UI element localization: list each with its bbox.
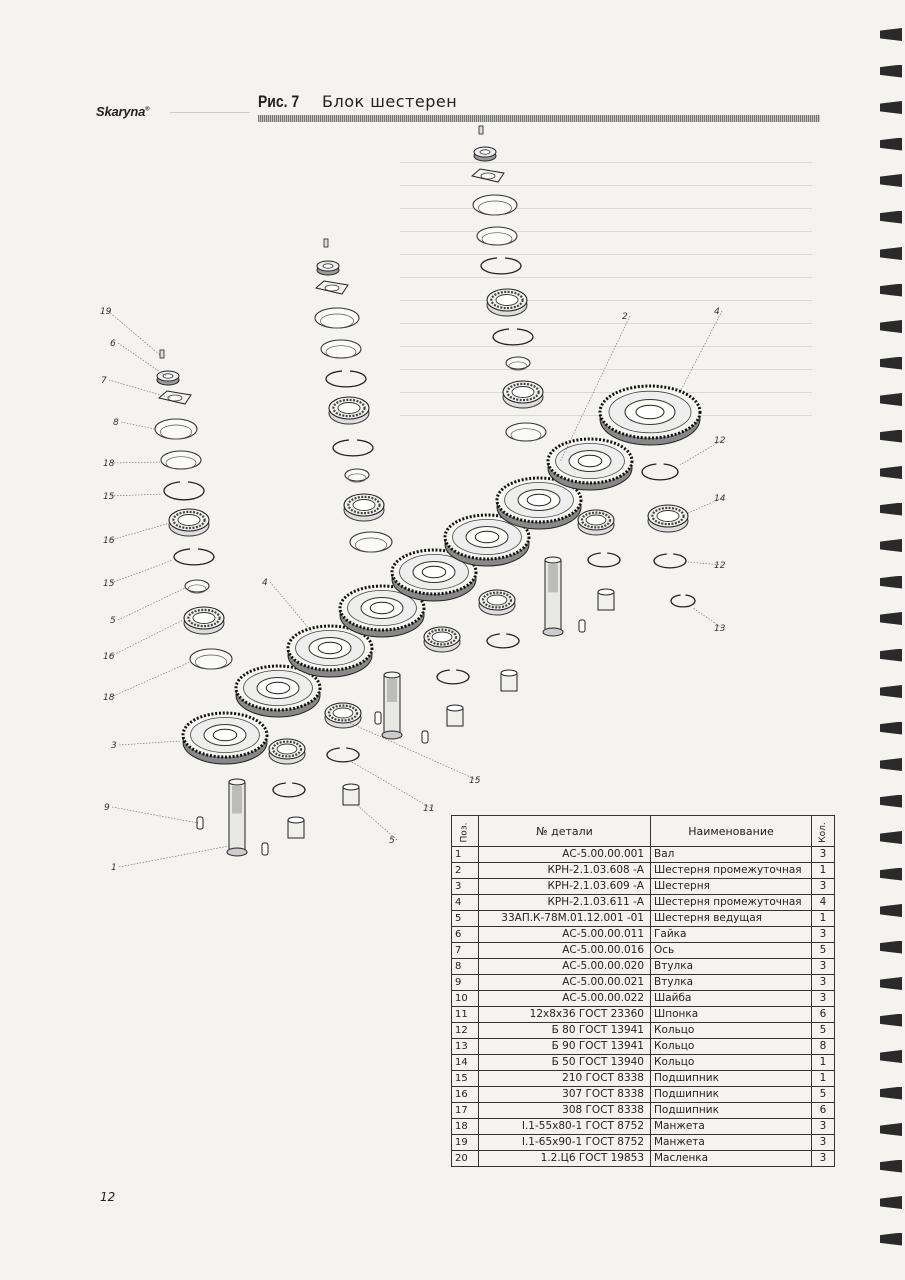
callout-label: 3 xyxy=(111,741,117,751)
diagram-parts xyxy=(155,126,700,856)
table-cell-part: 307 ГОСТ 8338 xyxy=(479,1087,651,1103)
table-cell-name: Шестерня xyxy=(651,879,812,895)
leader-line xyxy=(352,762,431,808)
table-row xyxy=(452,1007,835,1023)
callout-label: 9 xyxy=(104,803,110,813)
gear-bore xyxy=(266,682,290,693)
gear-bore xyxy=(318,642,342,653)
table-row xyxy=(452,991,835,1007)
shaft-collar xyxy=(382,731,402,739)
table-cell-pos: 19 xyxy=(452,1135,479,1151)
gear-bore xyxy=(475,531,499,542)
table-cell-name: Подшипник xyxy=(651,1103,812,1119)
leader-line xyxy=(119,741,180,745)
ring xyxy=(161,451,201,469)
table-cell-qty: 1 xyxy=(812,863,835,879)
callout-label: 5 xyxy=(110,616,116,626)
table-cell-qty: 3 xyxy=(812,927,835,943)
callout-label: 7 xyxy=(101,376,107,386)
key xyxy=(262,843,268,855)
table-cell-qty: 3 xyxy=(812,879,835,895)
column-header-qty: Кол. xyxy=(812,816,835,847)
table-cell-qty: 5 xyxy=(812,1087,835,1103)
table-cell-part: 308 ГОСТ 8338 xyxy=(479,1103,651,1119)
key xyxy=(375,712,381,724)
binding-tab xyxy=(880,904,902,917)
nut-bore xyxy=(480,150,490,154)
table-row xyxy=(452,927,835,943)
nut-bore xyxy=(323,264,333,268)
table-cell-name: Шестерня промежуточная xyxy=(651,895,812,911)
table-cell-part: 210 ГОСТ 8338 xyxy=(479,1071,651,1087)
table-row xyxy=(452,895,835,911)
leader-line xyxy=(118,588,185,620)
table-cell-qty: 3 xyxy=(812,1151,835,1167)
table-cell-pos: 17 xyxy=(452,1103,479,1119)
table-cell-pos: 2 xyxy=(452,863,479,879)
binding-tab xyxy=(880,795,902,808)
binding-tab xyxy=(880,247,902,260)
table-cell-part: АС-5.00.00.021 xyxy=(479,975,651,991)
table-cell-name: Кольцо xyxy=(651,1023,812,1039)
leader-line xyxy=(111,620,183,656)
leader-line xyxy=(112,807,198,823)
table-cell-part: АС-5.00.00.016 xyxy=(479,943,651,959)
snap-ring xyxy=(327,748,359,762)
table-cell-part: I.1-55х80-1 ГОСТ 8752 xyxy=(479,1119,651,1135)
table-row xyxy=(452,1119,835,1135)
gear-bore xyxy=(370,602,394,613)
table-row xyxy=(452,975,835,991)
table-cell-part: АС-5.00.00.011 xyxy=(479,927,651,943)
binding-tab xyxy=(880,868,902,881)
bearing-bore xyxy=(333,708,353,718)
table-cell-name: Кольцо xyxy=(651,1039,812,1055)
table-cell-part: 1.2.Ц6 ГОСТ 19853 xyxy=(479,1151,651,1167)
table-row xyxy=(452,1151,835,1167)
table-cell-pos: 7 xyxy=(452,943,479,959)
table-cell-qty: 3 xyxy=(812,1135,835,1151)
callout-label: 16 xyxy=(103,536,115,546)
table-cell-part: Б 50 ГОСТ 13940 xyxy=(479,1055,651,1071)
binding-tab xyxy=(880,1014,902,1027)
table-cell-name: Подшипник xyxy=(651,1087,812,1103)
shaft-end xyxy=(229,779,245,785)
gear-bore xyxy=(422,566,446,577)
table-row xyxy=(452,1023,835,1039)
table-cell-qty: 3 xyxy=(812,975,835,991)
callout-label: 2 xyxy=(622,312,628,322)
snap-ring xyxy=(333,440,373,456)
table-cell-name: Кольцо xyxy=(651,1055,812,1071)
binding-tab xyxy=(880,211,902,224)
callout-label: 15 xyxy=(103,579,115,589)
page-number: 12 xyxy=(100,1190,116,1204)
table-row xyxy=(452,847,835,863)
table-cell-qty: 1 xyxy=(812,911,835,927)
binding-tab xyxy=(880,393,902,406)
snap-ring xyxy=(493,329,533,345)
binding-tab xyxy=(880,138,902,151)
table-row xyxy=(452,1087,835,1103)
bearing-bore xyxy=(586,515,606,525)
leader-line xyxy=(121,422,155,429)
nut-bore xyxy=(163,374,173,378)
shaft-collar xyxy=(543,628,563,636)
ring xyxy=(477,227,517,245)
table-cell-name: Шестерня промежуточная xyxy=(651,863,812,879)
shaft-collar xyxy=(227,848,247,856)
table-cell-part: АС-5.00.00.022 xyxy=(479,991,651,1007)
table-row xyxy=(452,1103,835,1119)
binding-tab xyxy=(880,1160,902,1173)
callout-label: 11 xyxy=(423,804,435,814)
bearing-bore xyxy=(512,387,534,398)
bearing-bore xyxy=(277,744,297,754)
table-cell-part: АС-5.00.00.020 xyxy=(479,959,651,975)
gear-bore xyxy=(213,729,237,740)
key xyxy=(422,731,428,743)
leader-line xyxy=(111,662,190,697)
table-cell-qty: 6 xyxy=(812,1007,835,1023)
bearing-bore xyxy=(193,613,215,624)
snap-ring xyxy=(671,595,695,607)
snap-ring xyxy=(642,464,678,480)
table-cell-part: I.1-65х90-1 ГОСТ 8752 xyxy=(479,1135,651,1151)
snap-ring xyxy=(654,554,686,568)
bearing-bore xyxy=(432,632,452,642)
table-row xyxy=(452,1055,835,1071)
snap-ring xyxy=(481,258,521,274)
parts-table xyxy=(451,815,835,1167)
callout-label: 12 xyxy=(714,436,726,446)
leader-line xyxy=(350,723,477,780)
table-cell-qty: 4 xyxy=(812,895,835,911)
binding-tab xyxy=(880,685,902,698)
table-row xyxy=(452,911,835,927)
callout-label: 16 xyxy=(103,652,115,662)
leader-line xyxy=(681,311,722,390)
table-cell-qty: 1 xyxy=(812,1071,835,1087)
ring xyxy=(321,340,361,358)
table-cell-name: Подшипник xyxy=(651,1071,812,1087)
table-cell-qty: 6 xyxy=(812,1103,835,1119)
oiler xyxy=(479,126,483,134)
leader-line xyxy=(111,523,170,540)
table-row xyxy=(452,863,835,879)
table-cell-part: КРН-2.1.03.608 -А xyxy=(479,863,651,879)
binding-tab xyxy=(880,503,902,516)
table-row xyxy=(452,943,835,959)
bushing-top xyxy=(598,589,614,595)
binding-tab xyxy=(880,28,902,41)
bearing-bore xyxy=(178,515,200,526)
callout-label: 18 xyxy=(103,459,115,469)
binding-tab xyxy=(880,320,902,333)
table-cell-pos: 9 xyxy=(452,975,479,991)
washer-bore xyxy=(325,285,339,291)
table-row xyxy=(452,1071,835,1087)
table-cell-name: Втулка xyxy=(651,975,812,991)
table-cell-pos: 11 xyxy=(452,1007,479,1023)
table-cell-qty: 3 xyxy=(812,1119,835,1135)
leader-line xyxy=(270,582,312,632)
binding-tab xyxy=(880,65,902,78)
table-cell-name: Ось xyxy=(651,943,812,959)
table-row xyxy=(452,1135,835,1151)
table-cell-part: АС-5.00.00.001 xyxy=(479,847,651,863)
callout-label: 15 xyxy=(103,492,115,502)
table-row xyxy=(452,879,835,895)
callout-label: 13 xyxy=(714,624,726,634)
table-cell-name: Шпонка xyxy=(651,1007,812,1023)
table-cell-qty: 3 xyxy=(812,959,835,975)
leader-line xyxy=(108,311,160,355)
snap-ring xyxy=(437,670,469,684)
table-cell-name: Вал xyxy=(651,847,812,863)
table-cell-pos: 16 xyxy=(452,1087,479,1103)
binding-tab xyxy=(880,1123,902,1136)
table-cell-pos: 1 xyxy=(452,847,479,863)
callout-label: 4 xyxy=(262,578,268,588)
table-cell-name: Манжета xyxy=(651,1119,812,1135)
table-cell-qty: 5 xyxy=(812,1023,835,1039)
table-cell-pos: 5 xyxy=(452,911,479,927)
bushing-top xyxy=(288,817,304,823)
table-cell-name: Манжета xyxy=(651,1135,812,1151)
bearing-bore xyxy=(353,500,375,511)
snap-ring xyxy=(487,634,519,648)
leader-line xyxy=(111,462,160,463)
table-cell-qty: 3 xyxy=(812,847,835,863)
snap-ring xyxy=(588,553,620,567)
column-header-part: № детали xyxy=(479,816,651,847)
figure-title: Блок шестерен xyxy=(322,92,458,111)
table-cell-part: Б 90 ГОСТ 13941 xyxy=(479,1039,651,1055)
bearing-bore xyxy=(487,595,507,605)
table-cell-name: Гайка xyxy=(651,927,812,943)
binding-tab xyxy=(880,539,902,552)
column-header-pos: Поз. xyxy=(452,816,479,847)
leader-line xyxy=(111,494,162,496)
bushing-top xyxy=(447,705,463,711)
leader-line xyxy=(119,846,229,867)
binding-tab xyxy=(880,649,902,662)
binding-tab xyxy=(880,466,902,479)
gear-bore xyxy=(636,405,664,419)
callout-label: 5 xyxy=(389,836,395,846)
snap-ring xyxy=(326,371,366,387)
binding-tab xyxy=(880,1233,902,1246)
table-cell-pos: 6 xyxy=(452,927,479,943)
table-cell-pos: 10 xyxy=(452,991,479,1007)
shaft-end xyxy=(384,672,400,678)
table-cell-pos: 15 xyxy=(452,1071,479,1087)
gear-bore xyxy=(578,455,602,466)
figure-label: Рис. 7 xyxy=(258,92,300,111)
binding-tab xyxy=(880,284,902,297)
bearing-bore xyxy=(496,295,518,306)
table-cell-part: КРН-2.1.03.609 -А xyxy=(479,879,651,895)
binding-tab xyxy=(880,1196,902,1209)
table-cell-qty: 3 xyxy=(812,991,835,1007)
leader-line xyxy=(358,806,397,840)
shaft-end xyxy=(545,557,561,563)
callout-label: 12 xyxy=(714,561,726,571)
oiler xyxy=(160,350,164,358)
callout-label: 1 xyxy=(111,863,117,873)
callout-label: 14 xyxy=(714,494,726,504)
spiral-binding xyxy=(880,0,905,1280)
table-cell-part: 12х8х36 ГОСТ 23360 xyxy=(479,1007,651,1023)
ring xyxy=(506,423,546,441)
washer-bore xyxy=(481,173,495,179)
table-header-row xyxy=(452,816,835,847)
table-cell-pos: 4 xyxy=(452,895,479,911)
snap-ring xyxy=(174,549,214,565)
table-cell-pos: 14 xyxy=(452,1055,479,1071)
table-cell-pos: 12 xyxy=(452,1023,479,1039)
key xyxy=(579,620,585,632)
table-cell-part: 33АП.К-78М.01.12.001 -01 xyxy=(479,911,651,927)
bearing-bore xyxy=(657,511,679,522)
callout-label: 15 xyxy=(469,776,481,786)
binding-tab xyxy=(880,722,902,735)
table-cell-name: Шайба xyxy=(651,991,812,1007)
binding-tab xyxy=(880,758,902,771)
table-body xyxy=(452,847,835,1167)
bearing-bore xyxy=(338,403,360,414)
table-cell-qty: 5 xyxy=(812,943,835,959)
table-cell-name: Масленка xyxy=(651,1151,812,1167)
table-cell-qty: 8 xyxy=(812,1039,835,1055)
callout-label: 18 xyxy=(103,693,115,703)
table-cell-pos: 18 xyxy=(452,1119,479,1135)
callout-label: 6 xyxy=(110,339,116,349)
brand-logo: Skaryna® xyxy=(96,104,150,119)
leader-line xyxy=(118,343,166,376)
callout-label: 19 xyxy=(100,307,112,317)
binding-tab xyxy=(880,977,902,990)
binding-tab xyxy=(880,941,902,954)
table-cell-pos: 20 xyxy=(452,1151,479,1167)
binding-tab xyxy=(880,430,902,443)
snap-ring xyxy=(273,783,305,797)
binding-tab xyxy=(880,357,902,370)
table-cell-name: Шестерня ведущая xyxy=(651,911,812,927)
binding-tab xyxy=(880,612,902,625)
leader-line xyxy=(111,560,173,583)
gear-bore xyxy=(527,494,551,505)
table-row xyxy=(452,959,835,975)
bushing-top xyxy=(343,784,359,790)
table-cell-qty: 1 xyxy=(812,1055,835,1071)
table-cell-pos: 13 xyxy=(452,1039,479,1055)
callout-label: 8 xyxy=(113,418,119,428)
binding-tab xyxy=(880,1050,902,1063)
table-cell-part: КРН-2.1.03.611 -А xyxy=(479,895,651,911)
bushing-top xyxy=(501,670,517,676)
binding-tab xyxy=(880,1087,902,1100)
binding-tab xyxy=(880,831,902,844)
column-header-name: Наименование xyxy=(651,816,812,847)
binding-tab xyxy=(880,174,902,187)
table-cell-name: Втулка xyxy=(651,959,812,975)
oiler xyxy=(324,239,328,247)
table-cell-part: Б 80 ГОСТ 13941 xyxy=(479,1023,651,1039)
snap-ring xyxy=(164,482,204,500)
callout-label: 4 xyxy=(714,307,720,317)
table-row xyxy=(452,1039,835,1055)
binding-tab xyxy=(880,101,902,114)
table-cell-pos: 3 xyxy=(452,879,479,895)
binding-tab xyxy=(880,576,902,589)
table-cell-pos: 8 xyxy=(452,959,479,975)
